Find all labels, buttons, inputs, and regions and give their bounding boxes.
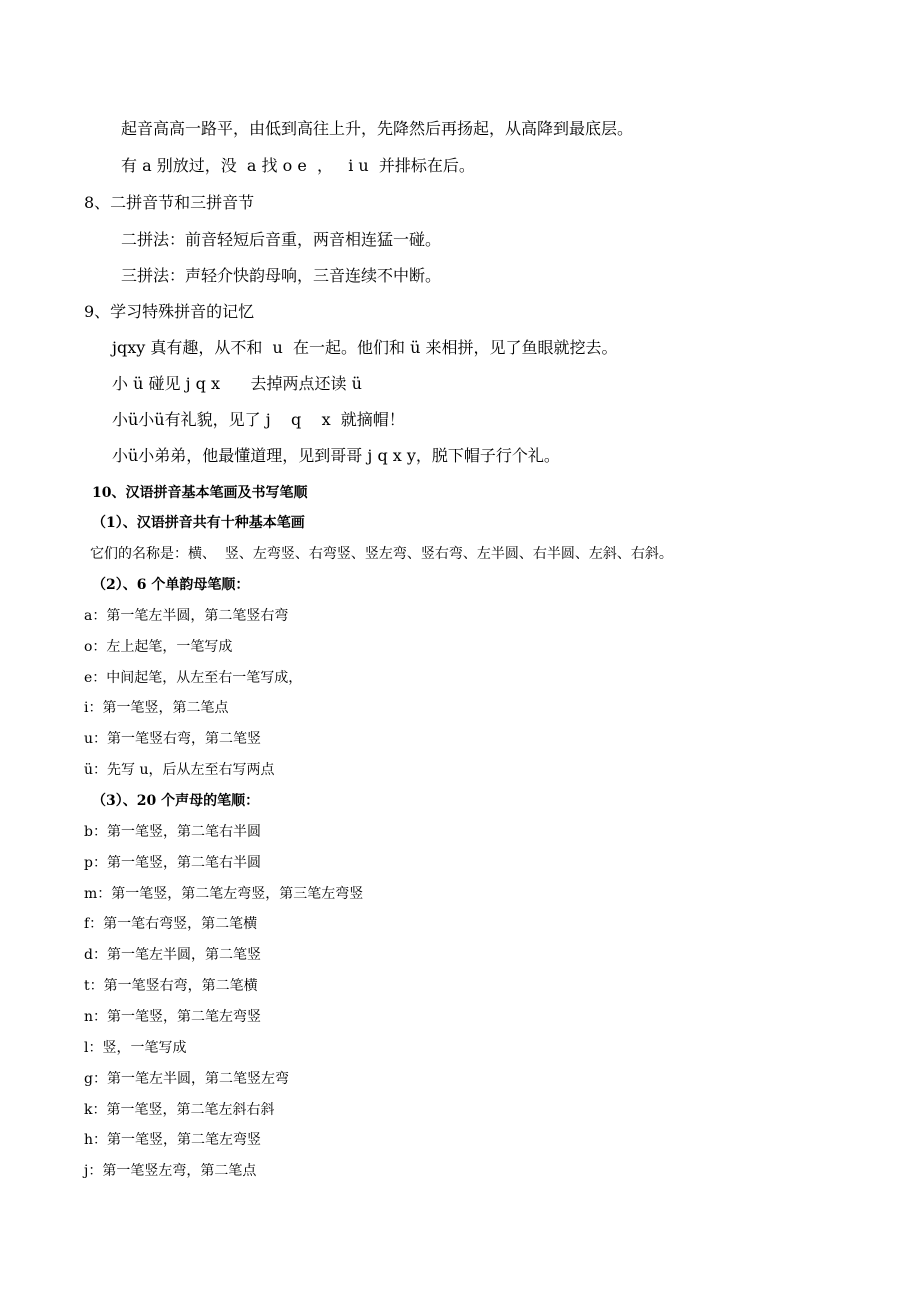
subheading-initial-order: （3）、20 个声母的笔顺： (92, 793, 260, 809)
vowel-stroke-item: e：中间起笔，从左至右一笔写成， (84, 670, 303, 686)
initial-stroke-item: h：第一笔竖，第二笔左弯竖 (84, 1132, 262, 1148)
paragraph-stroke-names: 它们的名称是：横、 竖、左弯竖、右弯竖、竖左弯、竖右弯、左半圆、右半圆、左斜、右斜。 (90, 546, 673, 562)
subheading-basic-strokes: （1）、汉语拼音共有十种基本笔画 (92, 515, 305, 531)
paragraph-jqxy: jqxy 真有趣，从不和 u 在一起。他们和 ü 来相拼，见了鱼眼就挖去。 (112, 338, 618, 357)
vowel-stroke-item: a：第一笔左半圆，第二笔竖右弯 (84, 608, 289, 624)
paragraph-tone-mark-rule: 有 a 别放过，没 a 找 o e ， i u 并排标在后。 (121, 156, 475, 175)
vowel-stroke-item: ü：先写 u，后从左至右写两点 (84, 762, 275, 778)
vowel-stroke-item: o：左上起笔，一笔写成 (84, 639, 233, 655)
initial-stroke-item: t：第一笔竖右弯，第二笔横 (84, 978, 258, 994)
paragraph-three-syllable: 三拼法：声轻介快韵母响，三音连续不中断。 (121, 266, 442, 285)
subheading-vowel-order: （2）、6 个单韵母笔顺： (92, 577, 250, 593)
initial-stroke-item: n：第一笔竖，第二笔左弯竖 (84, 1009, 262, 1025)
initial-stroke-item: g：第一笔左半圆，第二笔竖左弯 (84, 1071, 289, 1087)
initial-stroke-item: d：第一笔左半圆，第二笔竖 (84, 947, 261, 963)
initial-stroke-item: p：第一笔竖，第二笔右半圆 (84, 855, 261, 871)
vowel-stroke-item: i：第一笔竖，第二笔点 (84, 700, 229, 716)
paragraph-tone-rhyme: 起音高高一路平，由低到高往上升，先降然后再扬起，从高降到最底层。 (121, 119, 634, 138)
heading-section-8: 8、二拼音节和三拼音节 (84, 193, 255, 212)
paragraph-u-meets-jqx: 小 ü 碰见 j q x 去掉两点还读 ü (112, 374, 362, 393)
initial-stroke-item: m：第一笔竖，第二笔左弯竖，第三笔左弯竖 (84, 886, 364, 902)
heading-section-10: 10、汉语拼音基本笔画及书写笔顺 (92, 485, 308, 501)
vowel-stroke-item: u：第一笔竖右弯，第二笔竖 (84, 731, 262, 747)
heading-section-9: 9、学习特殊拼音的记忆 (84, 302, 255, 321)
paragraph-u-little-brother: 小ü小弟弟，他最懂道理，见到哥哥 j q x y，脱下帽子行个礼。 (112, 446, 560, 465)
paragraph-two-syllable: 二拼法：前音轻短后音重，两音相连猛一碰。 (121, 230, 442, 249)
initial-stroke-item: l：竖，一笔写成 (84, 1040, 187, 1056)
initial-stroke-item: f：第一笔右弯竖，第二笔横 (84, 916, 258, 932)
initial-stroke-item: k：第一笔竖，第二笔左斜右斜 (84, 1102, 275, 1118)
initial-stroke-item: b：第一笔竖，第二笔右半圆 (84, 824, 261, 840)
initial-stroke-item: j：第一笔竖左弯，第二笔点 (84, 1163, 257, 1179)
paragraph-u-polite: 小ü小ü有礼貌，见了 j q x 就摘帽！ (112, 410, 405, 429)
